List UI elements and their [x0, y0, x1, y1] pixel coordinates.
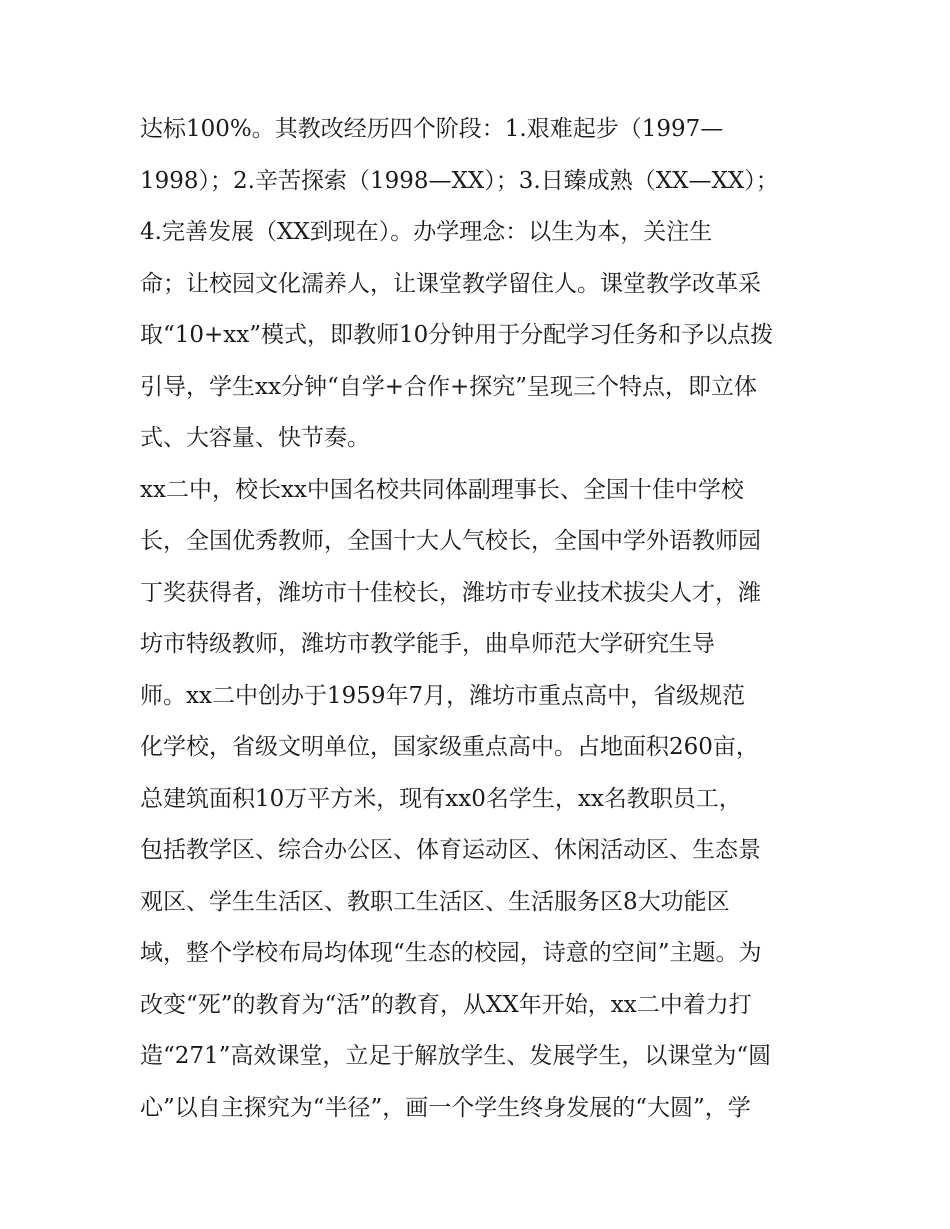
- text-line: 观区、学生生活区、教职工生活区、生活服务区8大功能区: [140, 888, 730, 915]
- text-line: 化学校，省级文明单位，国家级重点高中。占地面积260亩，: [140, 734, 759, 760]
- text-line: 包括教学区、综合办公区、体育运动区、休闲活动区、生态景: [140, 837, 761, 863]
- text-line: 取“10+xx”模式，即教师10分钟用于分配学习任务和予以点拨: [140, 322, 774, 348]
- text-line: 造“271”高效课堂，立足于解放学生、发展学生，以课堂为“圆: [140, 1043, 772, 1069]
- text-line: 坊市特级教师，潍坊市教学能手，曲阜师范大学研究生导: [140, 631, 715, 657]
- text-line: 式、大容量、快节奏。: [140, 425, 370, 451]
- text-line: 心”以自主探究为“半径”，画一个学生终身发展的“大圆”，学: [140, 1094, 751, 1121]
- text-line: 域，整个学校布局均体现“生态的校园，诗意的空间”主题。为: [140, 940, 762, 966]
- text-line: 丁奖获得者，潍坊市十佳校长，潍坊市专业技术拔尖人才，潍: [140, 579, 761, 606]
- text-line: 命；让校园文化濡养人，让课堂教学留住人。课堂教学改革采: [140, 270, 761, 297]
- text-line: 长，全国优秀教师，全国十大人气校长，全国中学外语教师园: [140, 528, 761, 554]
- text-line: 达标100%。其教改经历四个阶段：1.艰难起步（1997—: [140, 116, 724, 142]
- text-line: 总建筑面积10万平方米，现有xx0名学生，xx名教职员工，: [140, 785, 742, 812]
- text-line: 改变“死”的教育为“活”的教育，从XX年开始，xx二中着力打: [140, 991, 752, 1018]
- text-line: 引导，学生xx分钟“自学+合作+探究”呈现三个特点，即立体: [140, 373, 758, 400]
- text-line: 4.完善发展（XX到现在）。办学理念：以生为本，关注生: [140, 219, 713, 245]
- text-line: xx二中，校长xx中国名校共同体副理事长、全国十佳中学校: [140, 476, 744, 503]
- text-line: 1998）；2.辛苦探索（1998—XX）；3.日臻成熟（XX—XX）；: [140, 167, 779, 194]
- text-line: 师。xx二中创办于1959年7月，潍坊市重点高中，省级规范: [140, 682, 746, 709]
- body-text: [140, 104, 820, 1134]
